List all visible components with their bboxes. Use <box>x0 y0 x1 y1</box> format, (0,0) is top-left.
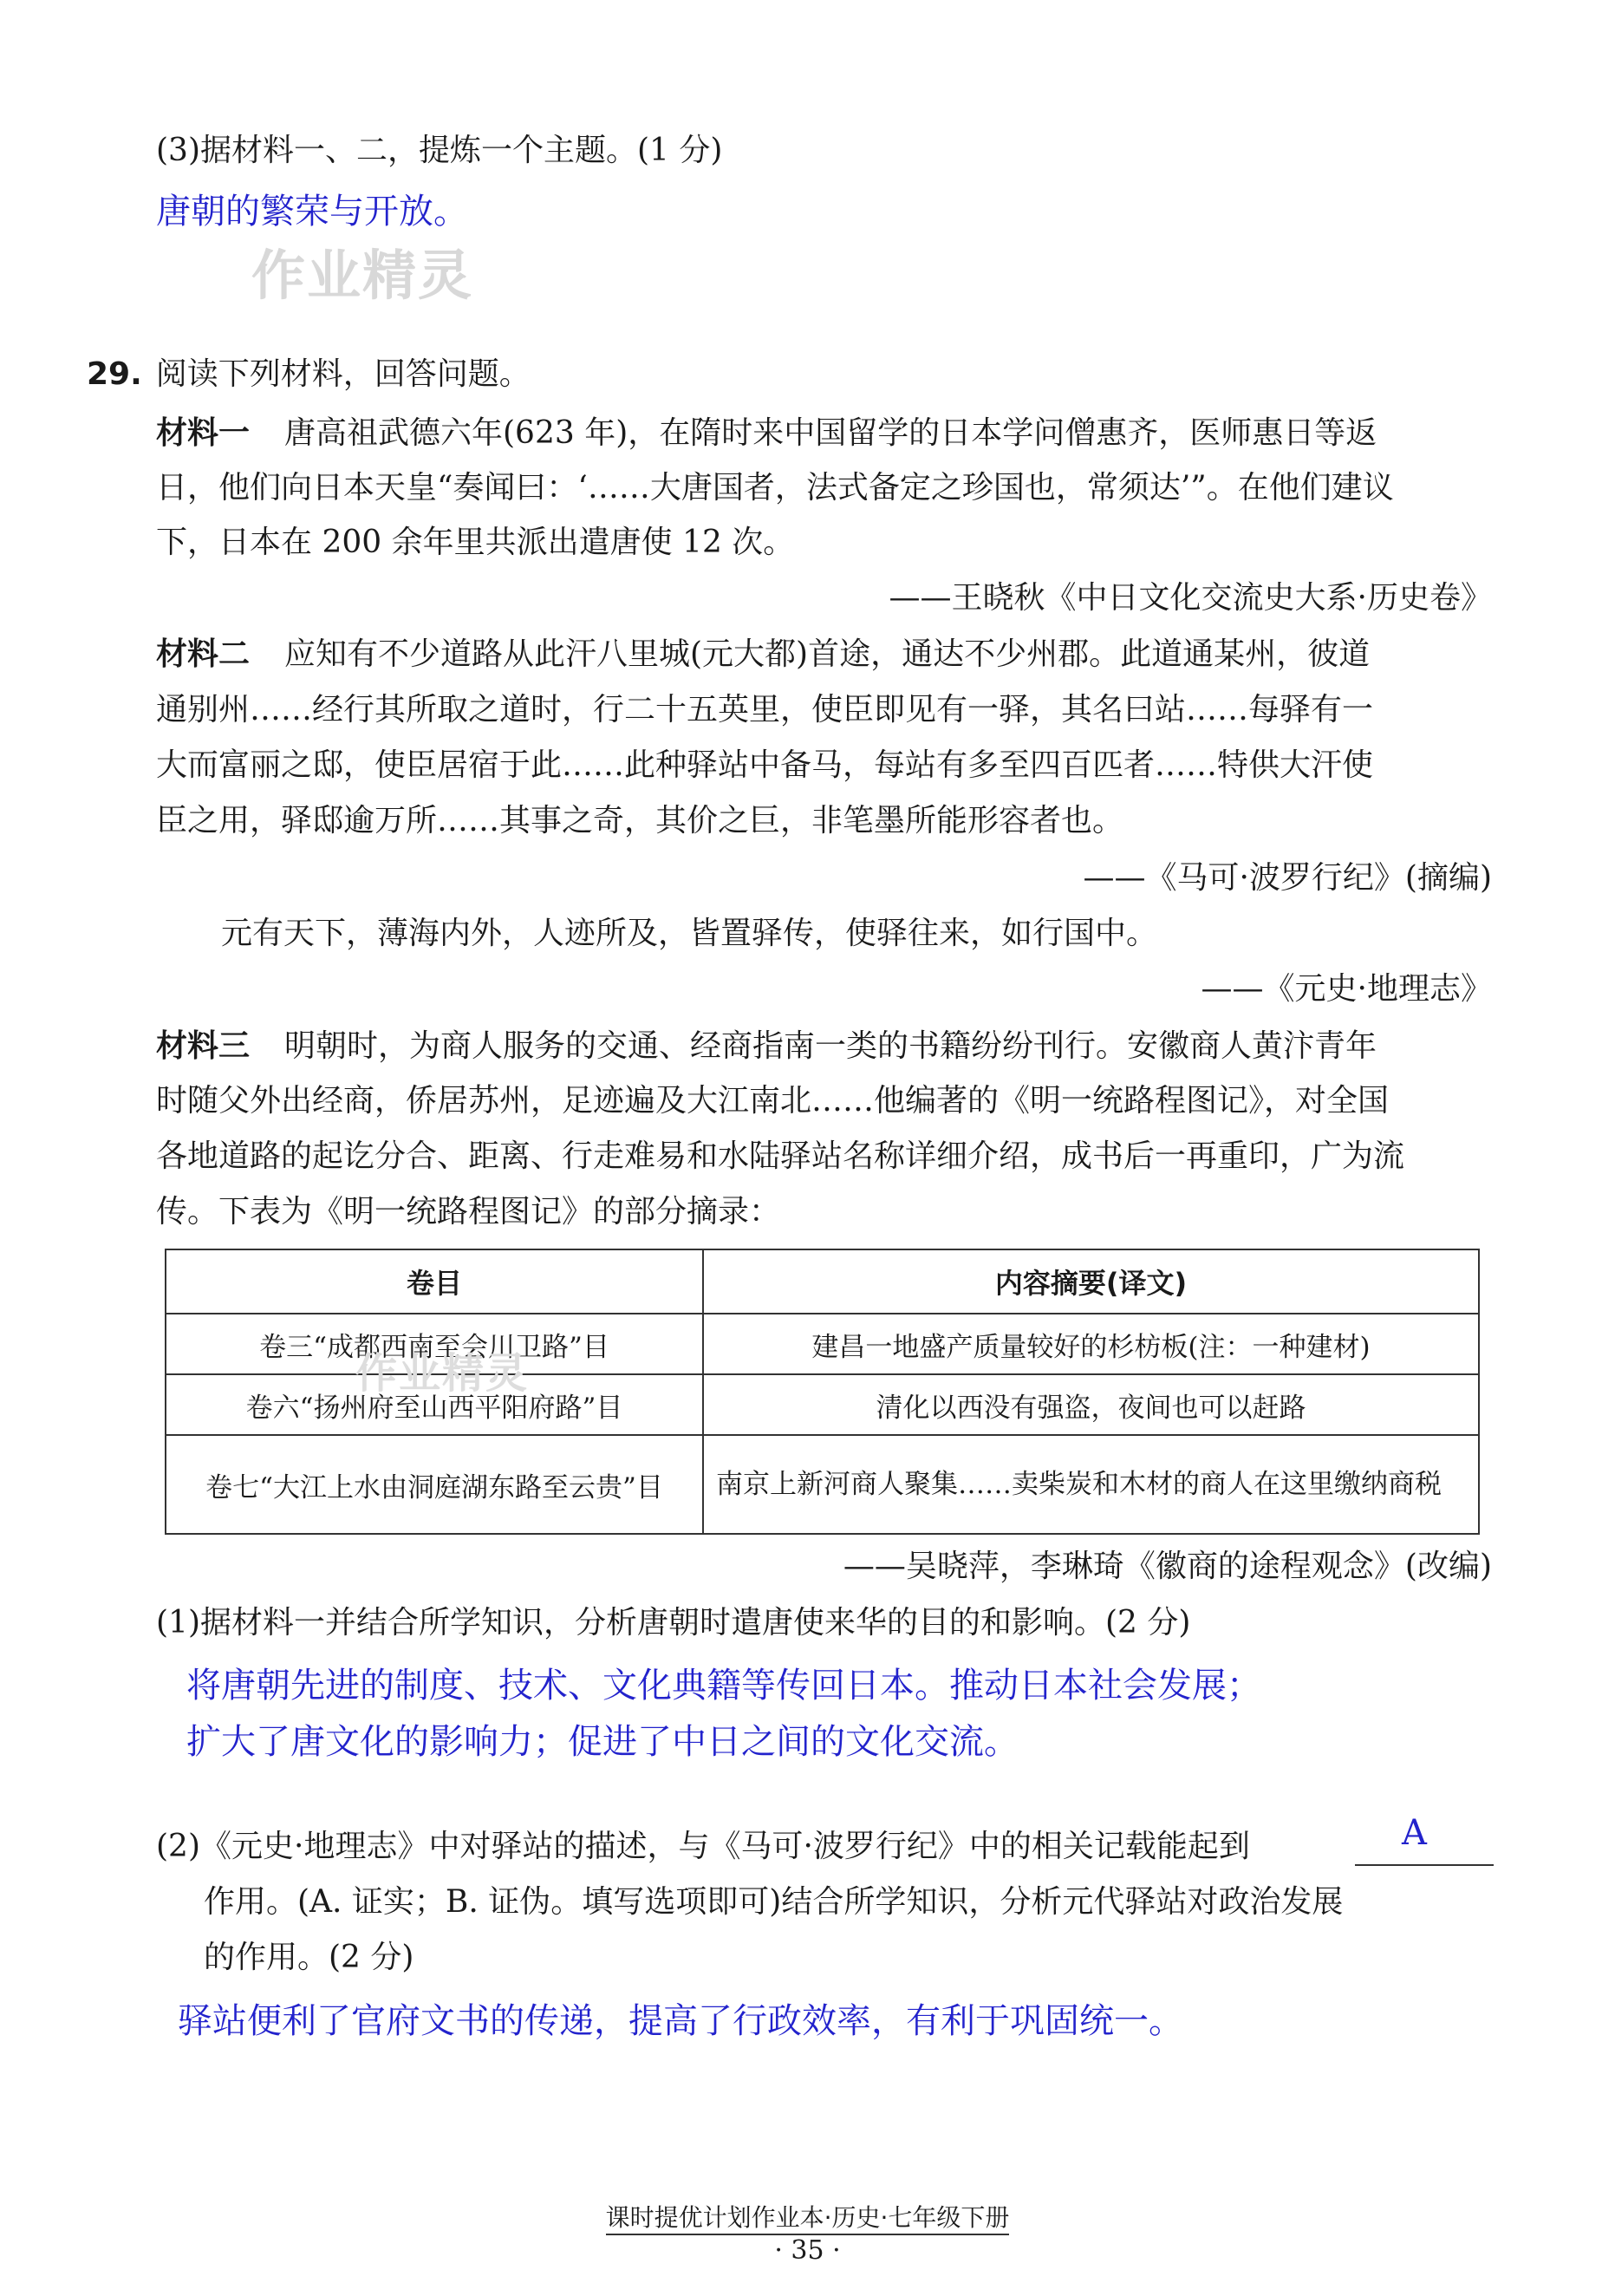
material-1-line-3: 下，日本在 200 余年里共派出遣唐使 12 次。 <box>156 525 795 560</box>
table-watermark-logo: 作业精灵 <box>355 1349 530 1398</box>
footer-book-title <box>0 2199 1615 2234</box>
material-3-label: 材料三 <box>156 1028 251 1064</box>
material-1-label: 材料一 <box>156 415 251 451</box>
sub2-answer: 驿站便利了官府文书的传递，提高了行政效率，有利于巩固统一。 <box>178 2001 1183 2041</box>
table-cell-volume: 卷六“扬州府至山西平阳府路”目 <box>166 1374 703 1435</box>
table-cell-summary: 建昌一地盛产质量较好的杉枋板(注：一种建材) <box>703 1314 1479 1374</box>
q29-stem <box>87 355 531 394</box>
material-2-text-1: 应知有不少道路从此汗八里城(元大都)首途，通达不少州郡。此道通某州，彼道 <box>284 636 1371 672</box>
sub1-answer-line-2: 扩大了唐文化的影响力；促进了中日之间的文化交流。 <box>186 1722 1019 1762</box>
table-cell-volume: 卷七“大江上水由洞庭湖东路至云贵”目 <box>166 1435 703 1534</box>
page-number: · 35 · <box>774 2235 841 2266</box>
material-1-source: ——王晓秋《中日文化交流史大系·历史卷》 <box>889 580 1492 616</box>
material-3-line-2: 时随父外出经商，侨居苏州，足迹遍及大江南北……他编著的《明一统路程图记》，对全国 <box>156 1083 1390 1119</box>
watermark-logo: 作业精灵 <box>251 244 474 307</box>
q29-number: 29. <box>87 356 142 392</box>
material-1-line-2: 日，他们向日本天皇“奏闻曰：‘……大唐国者，法式备定之珍国也，常须达’”。在他们建议 <box>156 470 1394 506</box>
q29-stem-text: 阅读下列材料，回答问题。 <box>155 356 531 392</box>
sub2-blank-answer: A <box>1402 1813 1427 1853</box>
sub1-answer-line-1: 将唐朝先进的制度、技术、文化典籍等传回日本。推动日本社会发展； <box>186 1666 1261 1706</box>
sub1-question: (1)据材料一并结合所学知识，分析唐朝时遣唐使来华的目的和影响。(2 分) <box>156 1605 1191 1640</box>
sub2-question-line-2: 作用。(A. 证实；B. 证伪。填写选项即可)结合所学知识，分析元代驿站对政治发展 <box>204 1884 1344 1920</box>
table-row <box>166 1435 1479 1534</box>
material-3-source: ——吴晓萍，李琳琦《徽商的途程观念》(改编) <box>843 1549 1492 1584</box>
q28-3-question: (3)据材料一、二，提炼一个主题。(1 分) <box>156 133 723 168</box>
material-2-source-2: ——《元史·地理志》 <box>1201 971 1492 1007</box>
material-3-text-1: 明朝时，为商人服务的交通、经商指南一类的书籍纷纷刊行。安徽商人黄汴青年 <box>284 1028 1377 1064</box>
table-cell-summary: 清化以西没有强盗，夜间也可以赶路 <box>703 1374 1479 1435</box>
table-header-volume: 卷目 <box>166 1249 703 1314</box>
material-1-text-1: 唐高祖武德六年(623 年)，在隋时来中国留学的日本学问僧惠齐，医师惠日等返 <box>284 415 1377 451</box>
q28-3-answer: 唐朝的繁荣与开放。 <box>156 192 468 232</box>
footer-book-title-text: 课时提优计划作业本·历史·七年级下册 <box>606 2203 1010 2235</box>
material-3-line-4: 传。下表为《明一统路程图记》的部分摘录： <box>156 1194 781 1230</box>
table-header-row <box>166 1249 1479 1314</box>
answer-blank <box>1355 1864 1494 1866</box>
sub2-question-line-3: 的作用。(2 分) <box>204 1940 414 1975</box>
table-header-summary: 内容摘要(译文) <box>703 1249 1479 1314</box>
material-2-label: 材料二 <box>156 636 251 672</box>
material-1-line-1 <box>156 414 1377 453</box>
material-2-line-2: 通别州……经行其所取之道时，行二十五英里，使臣即见有一驿，其名曰站……每驿有一 <box>156 692 1374 727</box>
material-2-line-3: 大而富丽之邸，使臣居宿于此……此种驿站中备马，每站有多至四百匹者……特供大汗使 <box>156 747 1374 783</box>
material-2-quote: 元有天下，薄海内外，人迹所及，皆置驿传，使驿往来，如行国中。 <box>221 916 1158 951</box>
sub2-question-line-1: (2)《元史·地理志》中对驿站的描述，与《马可·波罗行纪》中的相关记载能起到 <box>156 1829 1250 1864</box>
material-3-line-3: 各地道路的起讫分合、距离、行走难易和水陆驿站名称详细介绍，成书后一再重印，广为流 <box>156 1138 1405 1174</box>
material-2-line-1 <box>156 636 1370 674</box>
material-2-line-4: 臣之用，驿邸逾万所……其事之奇，其价之巨，非笔墨所能形容者也。 <box>156 803 1124 838</box>
material-3-line-1 <box>156 1027 1377 1066</box>
table-cell-summary: 南京上新河商人聚集……卖柴炭和木材的商人在这里缴纳商税 <box>703 1435 1479 1534</box>
material-2-source-1: ——《马可·波罗行纪》(摘编) <box>1083 860 1492 896</box>
table-cell-volume: 卷三“成都西南至会川卫路”目 <box>166 1314 703 1374</box>
